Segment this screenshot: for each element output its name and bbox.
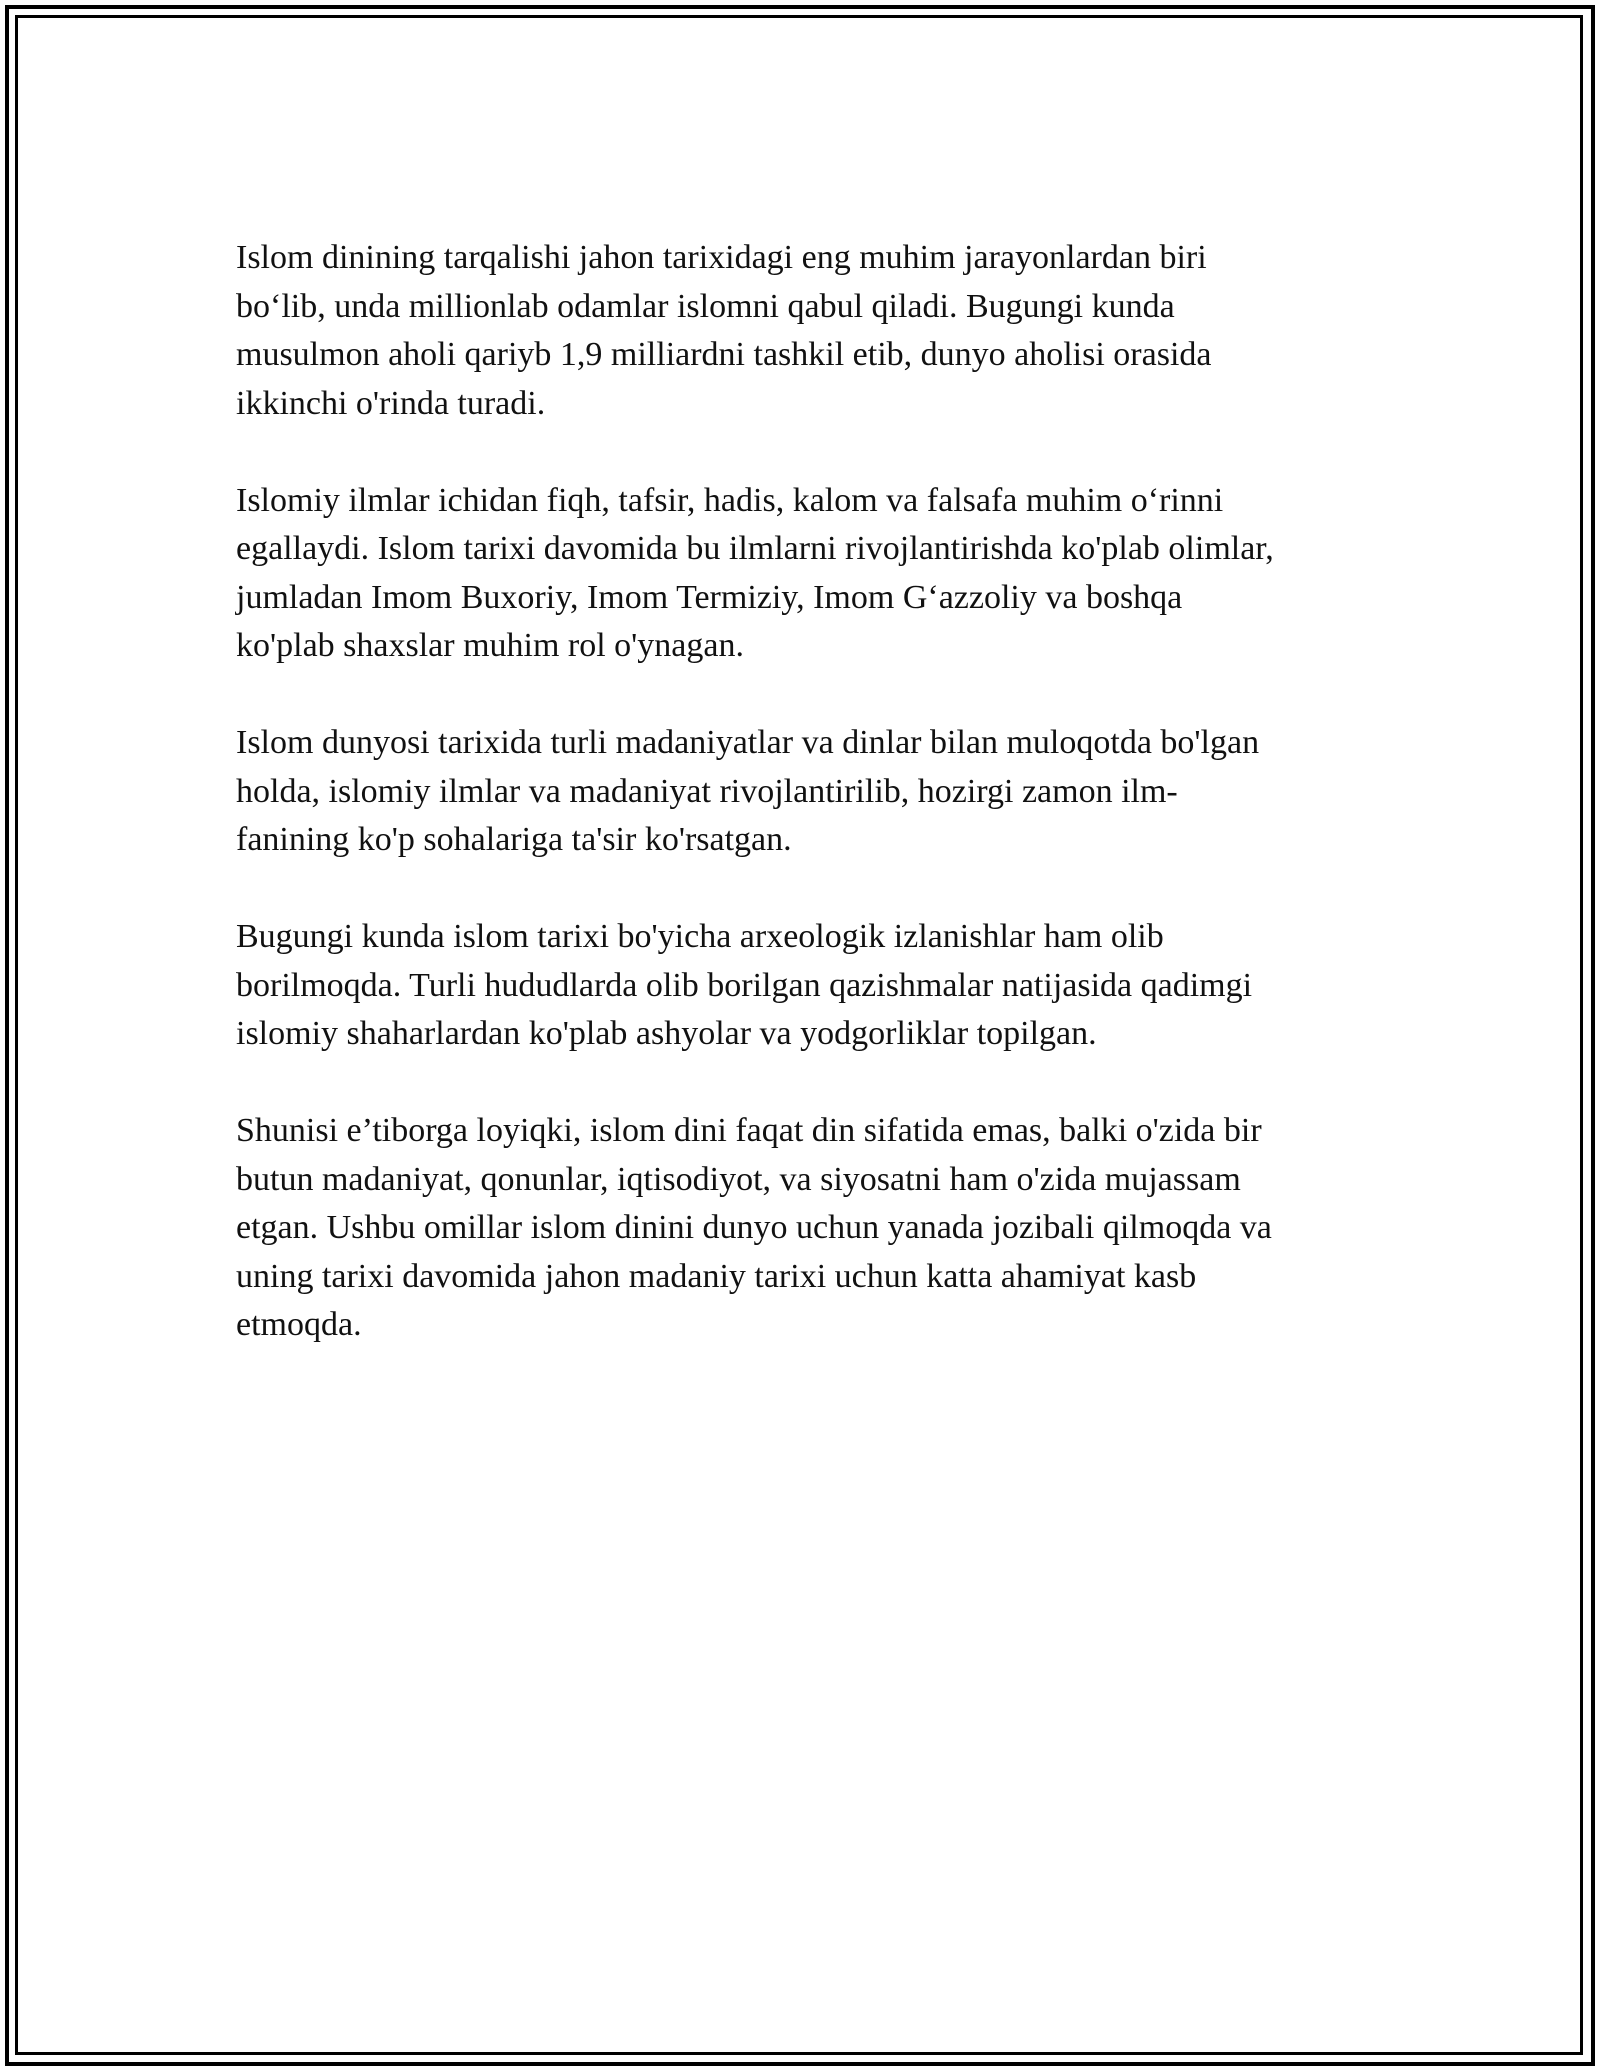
- paragraph-5: Shunisi e’tiborga loyiqki, islom dini faqat din sifatida emas, balki o'zida bir butun madaniyat, qonunlar, iqtisodiyot, va siyosatni ham o'zida mujassam etgan. Ushbu omillar islom dinini dunyo uchun yanada jozibali qilmoqda va uning tarixi davomida jahon madaniy tarixi uchun katta ahamiyat kasb etmoqda.: [236, 1112, 1272, 1343]
- paragraph-2: Islomiy ilmlar ichidan fiqh, tafsir, hadis, kalom va falsafa muhim o‘rinni egallaydi. Islom tarixi davomida bu ilmlarni rivojlantirishda ko'plab olimlar, jumladan Imom Buxoriy, Imom Termiziy, Imom G‘azzoliy va boshqa ko'plab shaxslar muhim rol o'ynagan.: [236, 481, 1274, 664]
- paragraph-3: Islom dunyosi tarixida turli madaniyatlar va dinlar bilan muloqotda bo'lgan holda, islomiy ilmlar va madaniyat rivojlantirilib, hozirgi zamon ilm- fanining ko'p sohalariga ta'sir ko'rsatgan.: [236, 724, 1260, 858]
- paragraph-4: Bugungi kunda islom tarixi bo'yicha arxeologik izlanishlar ham olib borilmoqda. Turli hududlarda olib borilgan qazishmalar natijasida qadimgi islomiy shaharlardan ko'plab ashyolar va yodgorliklar topilgan.: [236, 918, 1253, 1052]
- document-body: [236, 234, 1366, 1398]
- paragraph-1: Islom dinining tarqalishi jahon tarixidagi eng muhim jarayonlardan biri bo‘lib, unda millionlab odamlar islomni qabul qiladi. Bugungi kunda musulmon aholi qariyb 1,9 milliardni tashkil etib, dunyo aholisi orasida ikkinchi o'rinda turadi.: [236, 239, 1212, 422]
